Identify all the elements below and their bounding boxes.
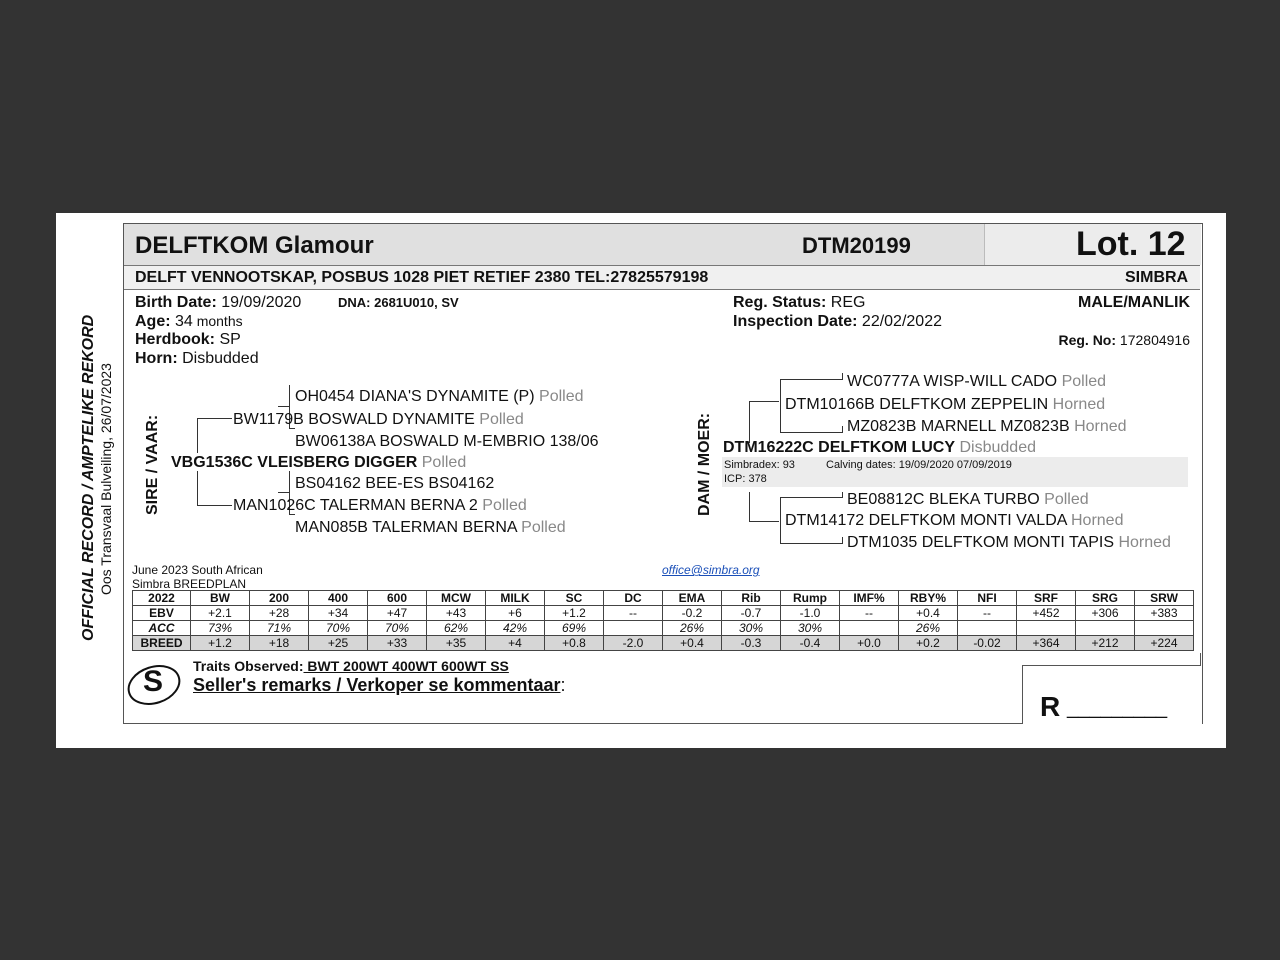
acc-cell: 26%	[899, 621, 958, 636]
col-ema: EMA	[663, 591, 722, 606]
sire-gp1	[295, 388, 584, 406]
age-value: 34	[170, 313, 193, 330]
ebv-cell: -0.7	[722, 606, 781, 621]
sire-gp2	[295, 433, 599, 451]
ebv-cell: +34	[309, 606, 368, 621]
breed-cell: -0.02	[958, 636, 1017, 651]
dam-calving-dates: Calving dates: 19/09/2020 07/09/2019	[826, 459, 1012, 471]
sire-gp4-name: MAN085B TALERMAN BERNA	[295, 519, 517, 536]
horn	[135, 350, 259, 368]
ebv-row	[133, 606, 1194, 621]
breedplan-note-2: Simbra BREEDPLAN	[132, 577, 247, 591]
dam-status: Disbudded	[959, 439, 1036, 456]
reg-no-label: Reg. No:	[1058, 332, 1117, 348]
breed-cell: +0.8	[545, 636, 604, 651]
dam-p2-status: Horned	[1071, 512, 1124, 529]
breed-cell: +35	[427, 636, 486, 651]
dam-gp3-status: Polled	[1044, 491, 1089, 508]
acc-cell: 70%	[368, 621, 427, 636]
col-sc: SC	[545, 591, 604, 606]
sire-p2-name: MAN1026C TALERMAN BERNA 2	[233, 497, 478, 514]
reg-number	[1058, 332, 1190, 348]
reg-status	[733, 294, 865, 312]
dam-p1-status: Horned	[1052, 396, 1106, 413]
sire-p2	[233, 497, 527, 515]
sire-gp3	[295, 475, 494, 493]
sex-label: MALE/MANLIK	[1078, 294, 1190, 311]
horn-label: Horn:	[135, 350, 178, 367]
dam-gp3-name: BE08812C BLEKA TURBO	[847, 491, 1040, 508]
breed-cell: +224	[1135, 636, 1194, 651]
reg-status-value: REG	[826, 294, 866, 311]
dam-gp1	[847, 373, 1106, 391]
ebv-cell: -1.0	[781, 606, 840, 621]
birth-date-value: 19/09/2020	[216, 294, 302, 311]
dam-p2	[785, 512, 1123, 530]
row-label: BREED	[133, 636, 191, 651]
ebv-table	[132, 590, 1194, 651]
col-mcw: MCW	[427, 591, 486, 606]
sire-gp1-status: Polled	[539, 388, 584, 405]
breed-cell: +0.0	[840, 636, 899, 651]
dam-main	[723, 439, 1036, 457]
remarks-colon: :	[560, 675, 566, 695]
ebv-cell: +306	[1076, 606, 1135, 621]
dam-icp: ICP: 378	[724, 473, 767, 485]
col-rump: Rump	[781, 591, 840, 606]
col-srw: SRW	[1135, 591, 1194, 606]
ebv-cell: +2.1	[191, 606, 250, 621]
dam-gp2-name: MZ0823B MARNELL MZ0823B	[847, 418, 1070, 435]
dam-gp2	[847, 418, 1127, 436]
remarks-label: Seller's remarks / Verkoper se kommentaar	[193, 675, 561, 695]
sire-gp2-name: BW06138A BOSWALD M-EMBRIO 138/06	[295, 433, 599, 450]
dam-gp3	[847, 491, 1089, 509]
acc-cell	[1135, 621, 1194, 636]
herdbook-label: Herdbook:	[135, 331, 215, 348]
dam-simbradex: Simbradex: 93	[724, 459, 795, 471]
birth-date-label: Birth Date:	[135, 294, 217, 311]
acc-cell: 62%	[427, 621, 486, 636]
inspection-label: Inspection Date:	[733, 313, 858, 330]
lot-card	[56, 213, 1226, 748]
animal-code: DTM20199	[802, 233, 911, 258]
breed-row	[133, 636, 1194, 651]
dam-gp4-status: Horned	[1118, 534, 1171, 551]
simbra-logo-letter: S	[143, 665, 164, 698]
reg-no-value: 172804916	[1116, 332, 1190, 348]
acc-cell: 69%	[545, 621, 604, 636]
ebv-cell: --	[840, 606, 899, 621]
dam-name: DTM16222C DELFTKOM LUCY	[723, 439, 956, 456]
price-blank[interactable]: _________	[1067, 697, 1168, 719]
sire-p1-status: Polled	[479, 411, 524, 428]
traits-value: BWT 200WT 400WT 600WT SS	[303, 658, 509, 674]
col-400: 400	[309, 591, 368, 606]
sire-p2-status: Polled	[482, 497, 527, 514]
breedplan-note-1: June 2023 South African	[132, 563, 263, 577]
col-milk: MILK	[486, 591, 545, 606]
sire-gp1-name: OH0454 DIANA'S DYNAMITE (P)	[295, 388, 535, 405]
ebv-cell: +383	[1135, 606, 1194, 621]
breed-cell: +18	[250, 636, 309, 651]
birth-date	[135, 294, 301, 312]
sire-p1	[233, 411, 524, 429]
dam-gp4	[847, 534, 1171, 552]
breed-cell: -0.4	[781, 636, 840, 651]
sire-name: VBG1536C VLEISBERG DIGGER	[171, 454, 418, 471]
owner-details: DELFT VENNOOTSKAP, POSBUS 1028 PIET RETIEF 2380 TEL:27825579198	[135, 269, 709, 286]
ebv-cell: +0.4	[899, 606, 958, 621]
acc-cell: 71%	[250, 621, 309, 636]
acc-cell	[840, 621, 899, 636]
acc-row	[133, 621, 1194, 636]
breed-cell: +212	[1076, 636, 1135, 651]
lot-number: Lot. 12	[1076, 225, 1186, 263]
herdbook	[135, 331, 241, 349]
age-label: Age:	[135, 313, 171, 330]
sire-p1-name: BW1179B BOSWALD DYNAMITE	[233, 411, 475, 428]
row-label: EBV	[133, 606, 191, 621]
col-srf: SRF	[1017, 591, 1076, 606]
dam-label: DAM / MOER:	[696, 412, 713, 516]
dam-gp4-name: DTM1035 DELFTKOM MONTI TAPIS	[847, 534, 1115, 551]
traits-observed	[193, 658, 509, 674]
dam-p2-name: DTM14172 DELFTKOM MONTI VALDA	[785, 512, 1067, 529]
acc-cell	[604, 621, 663, 636]
official-record-label: OFFICIAL RECORD / AMPTELIKE REKORD	[80, 314, 97, 641]
ebv-cell: --	[604, 606, 663, 621]
dna-info: DNA: 2681U010, SV	[338, 295, 459, 310]
ebv-cell: --	[958, 606, 1017, 621]
breed-cell: +1.2	[191, 636, 250, 651]
col-year: 2022	[133, 591, 191, 606]
col-rby: RBY%	[899, 591, 958, 606]
sellers-remarks	[193, 675, 566, 696]
breed-cell: +4	[486, 636, 545, 651]
age	[135, 313, 243, 331]
ebv-cell: +28	[250, 606, 309, 621]
auction-label: Oos Transvaal Bulveiling, 26/07/2023	[98, 363, 114, 595]
herdbook-value: SP	[215, 331, 241, 348]
dam-gp2-status: Horned	[1074, 418, 1127, 435]
acc-cell: 26%	[663, 621, 722, 636]
sire-gp4	[295, 519, 566, 537]
breed-cell: +364	[1017, 636, 1076, 651]
ebv-cell: +452	[1017, 606, 1076, 621]
dam-p1-name: DTM10166B DELFTKOM ZEPPELIN	[785, 396, 1049, 413]
breed-cell: -0.3	[722, 636, 781, 651]
col-dc: DC	[604, 591, 663, 606]
acc-cell: 42%	[486, 621, 545, 636]
dam-gp1-name: WC0777A WISP-WILL CADO	[847, 373, 1058, 390]
horn-value: Disbudded	[177, 350, 259, 367]
inspection-value: 22/02/2022	[857, 313, 942, 330]
traits-label: Traits Observed:	[193, 658, 304, 674]
breed-cell: +0.4	[663, 636, 722, 651]
ebv-cell: +43	[427, 606, 486, 621]
breed-cell: +25	[309, 636, 368, 651]
sire-main	[171, 454, 466, 472]
ebv-cell: -0.2	[663, 606, 722, 621]
sire-status: Polled	[421, 454, 467, 471]
acc-cell: 70%	[309, 621, 368, 636]
sire-gp4-status: Polled	[521, 519, 566, 536]
inspection-date	[733, 313, 942, 331]
col-rib: Rib	[722, 591, 781, 606]
col-nfi: NFI	[958, 591, 1017, 606]
acc-cell: 30%	[781, 621, 840, 636]
animal-name: DELFTKOM Glamour	[135, 232, 374, 259]
breed-label: SIMBRA	[1125, 269, 1189, 286]
ebv-header-row	[133, 591, 1194, 606]
breed-cell: +33	[368, 636, 427, 651]
acc-cell	[1076, 621, 1135, 636]
age-unit: months	[192, 313, 243, 329]
email-link[interactable]: office@simbra.org	[662, 563, 760, 577]
ebv-cell: +47	[368, 606, 427, 621]
acc-cell	[958, 621, 1017, 636]
sire-gp3-name: BS04162 BEE-ES BS04162	[295, 475, 495, 492]
reg-status-label: Reg. Status:	[733, 294, 827, 311]
breed-cell: +0.2	[899, 636, 958, 651]
col-bw: BW	[191, 591, 250, 606]
dam-gp1-status: Polled	[1061, 373, 1107, 390]
acc-cell: 73%	[191, 621, 250, 636]
col-600: 600	[368, 591, 427, 606]
col-imf: IMF%	[840, 591, 899, 606]
col-srg: SRG	[1076, 591, 1135, 606]
sire-label: SIRE / VAAR:	[144, 414, 161, 515]
ebv-cell: +1.2	[545, 606, 604, 621]
col-200: 200	[250, 591, 309, 606]
breed-cell: -2.0	[604, 636, 663, 651]
price-prefix: R	[1040, 691, 1061, 722]
dam-p1	[785, 396, 1105, 414]
acc-cell: 30%	[722, 621, 781, 636]
ebv-cell: +6	[486, 606, 545, 621]
acc-cell	[1017, 621, 1076, 636]
row-label: ACC	[133, 621, 191, 636]
